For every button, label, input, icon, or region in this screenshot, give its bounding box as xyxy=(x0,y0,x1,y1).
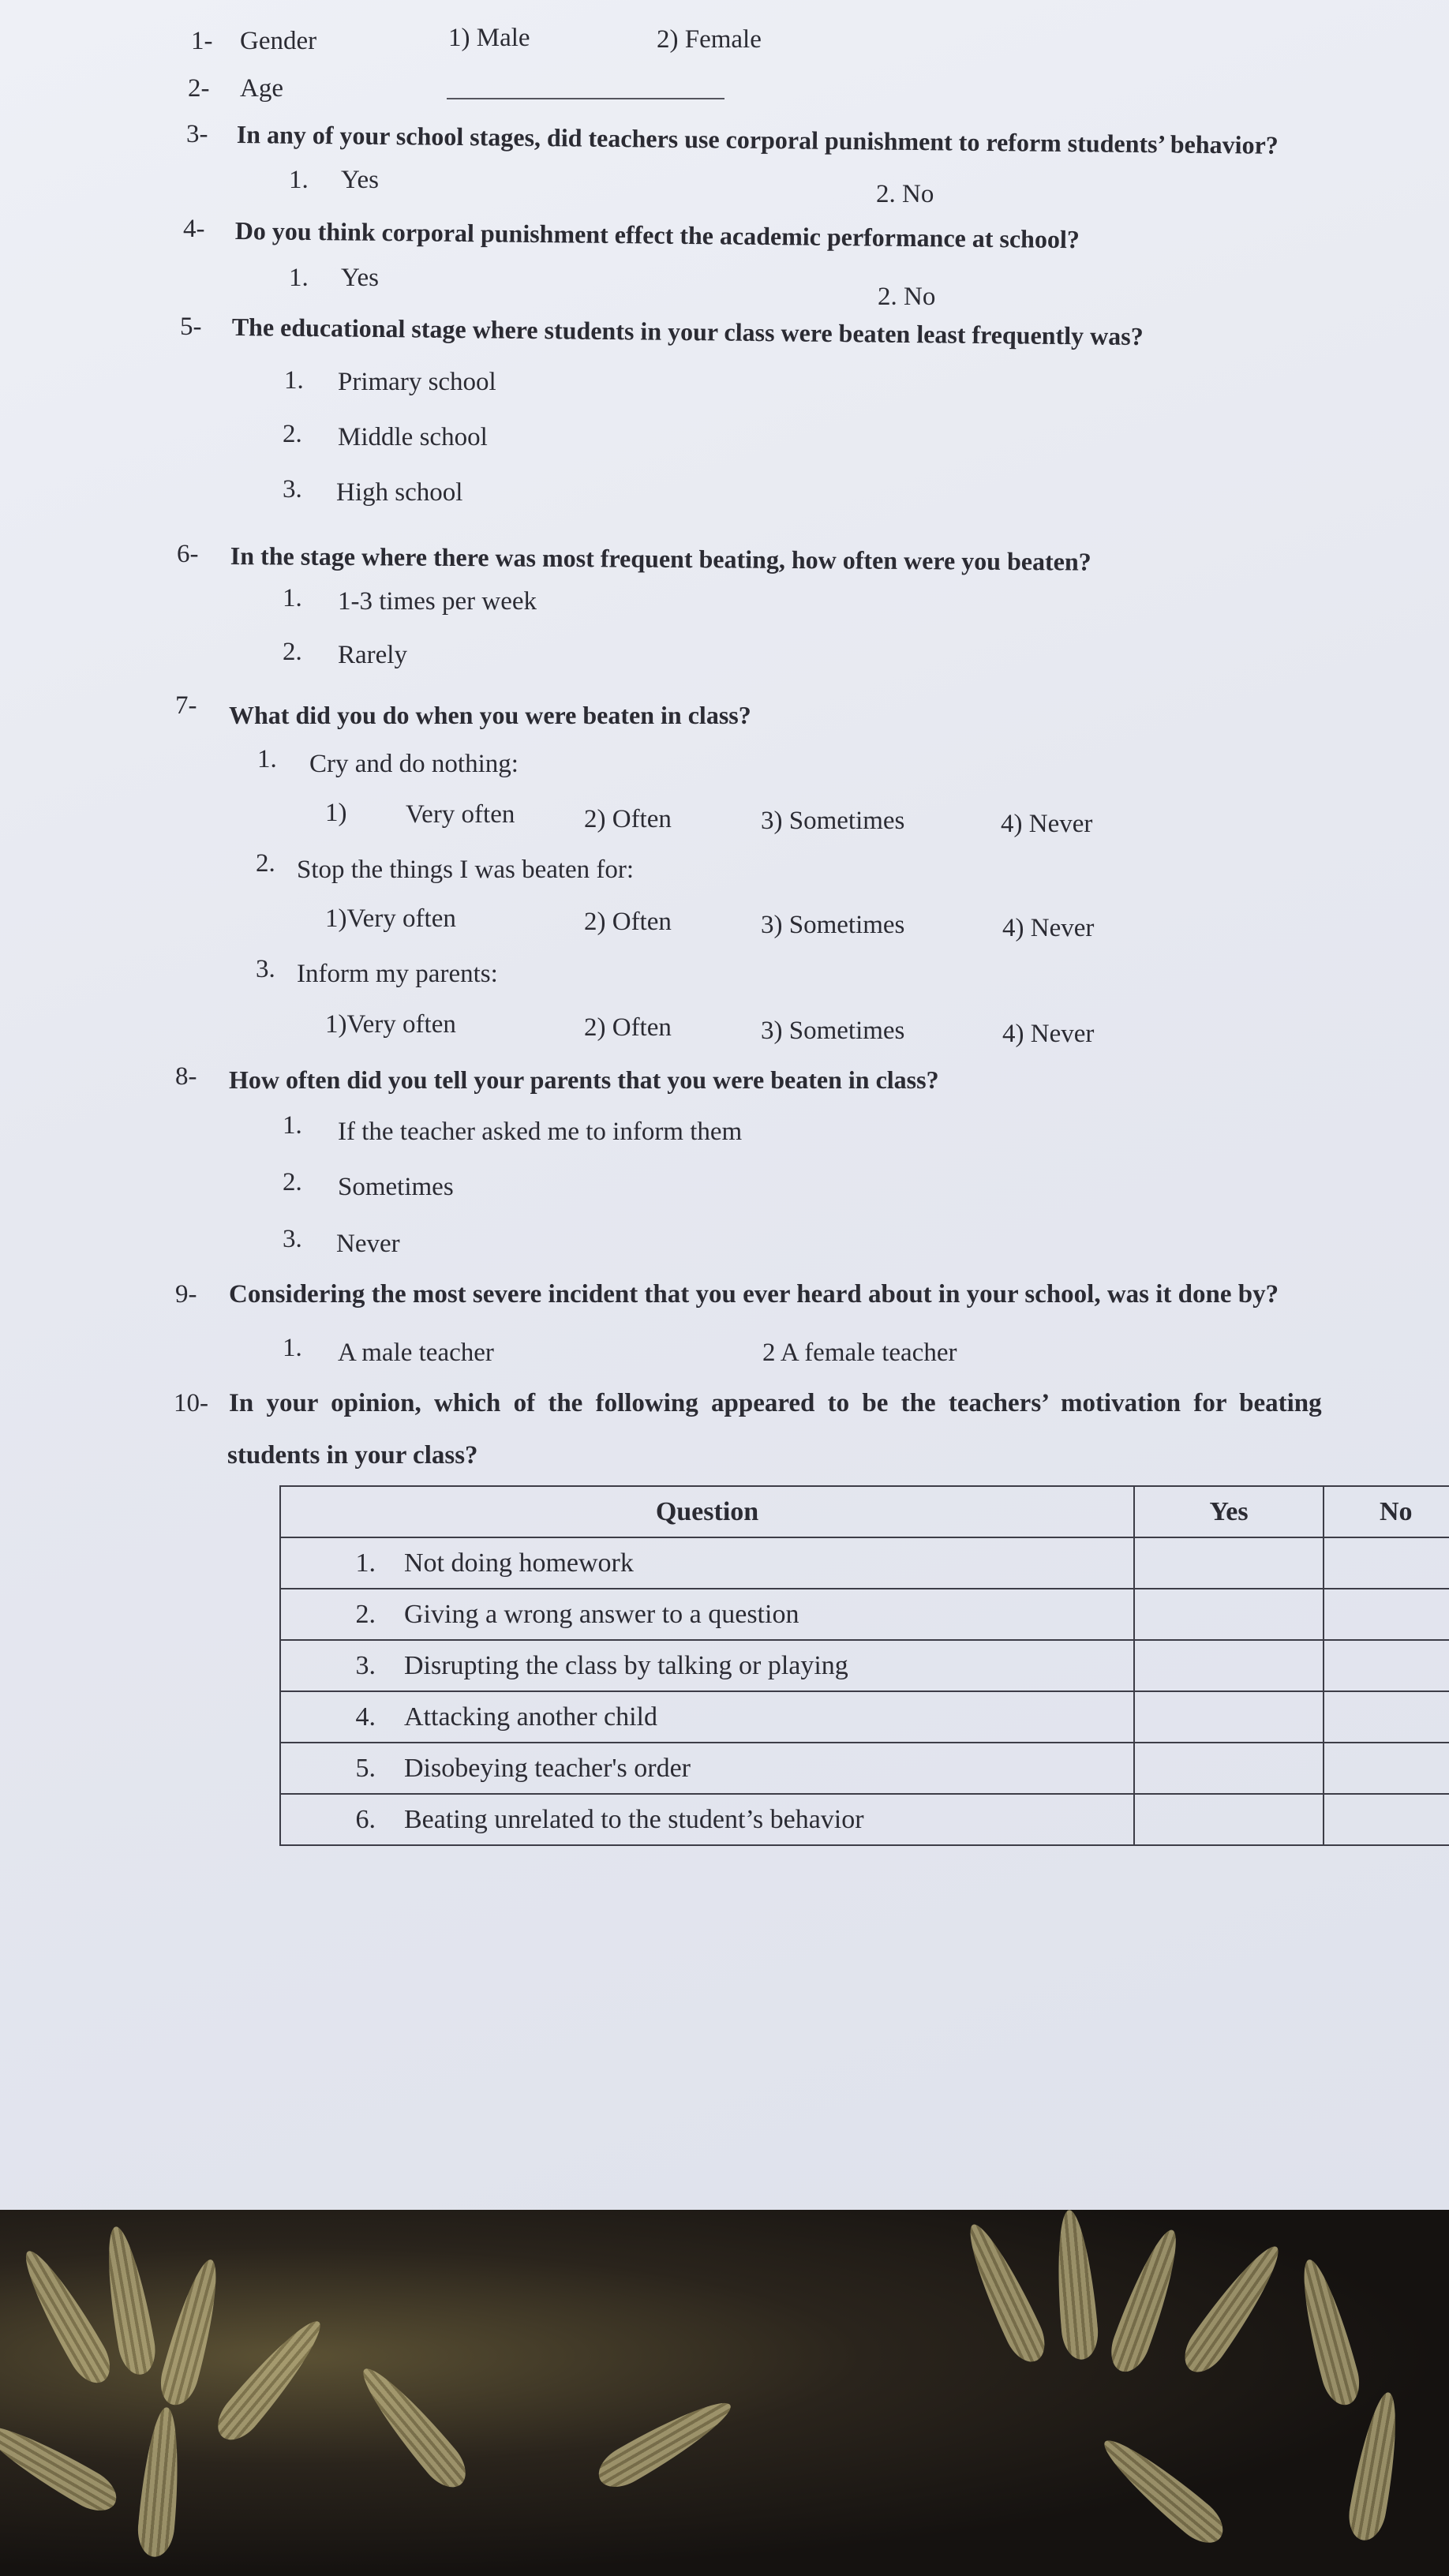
q3-number: 3- xyxy=(186,120,208,148)
row-question xyxy=(280,1589,1134,1640)
q7-item2-often[interactable]: 2) Often xyxy=(584,908,672,936)
q8-option-sometimes[interactable]: Sometimes xyxy=(338,1173,454,1201)
row-yes-cell[interactable] xyxy=(1134,1589,1324,1640)
row-question xyxy=(280,1691,1134,1743)
row-no-cell[interactable] xyxy=(1324,1794,1449,1845)
q4-option-yes[interactable]: Yes xyxy=(341,264,380,292)
q7-item3-never[interactable]: 4) Never xyxy=(1002,1020,1095,1048)
q1-option-male[interactable]: 1) Male xyxy=(448,24,530,52)
q7-text: What did you do when you were beaten in class? xyxy=(229,701,751,729)
q9-text: Considering the most severe incident that you ever heard about in your school, was it done by? xyxy=(229,1280,1279,1309)
q8-option2-number: 2. xyxy=(283,1168,302,1196)
row-number: 6. xyxy=(355,1804,376,1834)
row-question xyxy=(280,1743,1134,1794)
q3-option-yes[interactable]: Yes xyxy=(341,166,380,194)
q10-number: 10- xyxy=(174,1389,208,1417)
row-text: Beating unrelated to the student’s behavior xyxy=(404,1804,864,1834)
q1-label: Gender xyxy=(240,27,317,55)
q7-item1-very-often[interactable]: Very often xyxy=(406,800,515,829)
row-text: Disrupting the class by talking or playing xyxy=(404,1650,848,1680)
q9-option-female-teacher[interactable]: 2 A female teacher xyxy=(762,1339,957,1367)
q8-number: 8- xyxy=(175,1062,197,1091)
row-number: 4. xyxy=(355,1702,376,1732)
q9-option1-number: 1. xyxy=(283,1334,302,1362)
q7-item1-number: 1. xyxy=(257,745,277,773)
q5-number: 5- xyxy=(180,313,202,341)
q7-item1-scale1-number: 1) xyxy=(325,799,347,827)
fabric-leaf xyxy=(1051,2210,1100,2361)
row-no-cell[interactable] xyxy=(1324,1640,1449,1691)
table-row xyxy=(280,1794,1449,1845)
row-question xyxy=(280,1537,1134,1589)
q10-text-line1: In your opinion, which of the following appeared to be the teachers’ motivation for beating xyxy=(229,1389,1322,1417)
q10-text-line2: students in your class? xyxy=(227,1441,478,1470)
table-row xyxy=(280,1691,1449,1743)
fabric-leaf xyxy=(155,2255,229,2409)
q7-item3-very-often[interactable]: 1)Very often xyxy=(325,1010,456,1039)
row-text: Giving a wrong answer to a question xyxy=(404,1599,799,1629)
motivation-table xyxy=(279,1485,1449,1846)
q7-item2-number: 2. xyxy=(256,849,275,878)
row-text: Disobeying teacher's order xyxy=(404,1753,691,1783)
fabric-leaf xyxy=(13,2242,119,2391)
fabric-leaf xyxy=(957,2217,1053,2368)
fabric-leaf xyxy=(136,2406,185,2558)
row-no-cell[interactable] xyxy=(1324,1691,1449,1743)
q5-text: The educational stage where students in your class were beaten least frequently was? xyxy=(231,313,1144,351)
q9-number: 9- xyxy=(175,1280,197,1309)
fabric-leaf xyxy=(350,2357,474,2496)
q2-label: Age xyxy=(240,74,283,103)
table-row xyxy=(280,1589,1449,1640)
row-question xyxy=(280,1794,1134,1845)
background-fabric xyxy=(0,2210,1449,2576)
q8-option1-number: 1. xyxy=(283,1111,302,1140)
row-yes-cell[interactable] xyxy=(1134,1691,1324,1743)
row-yes-cell[interactable] xyxy=(1134,1794,1324,1845)
q6-option2-number: 2. xyxy=(283,638,302,666)
q4-number: 4- xyxy=(183,215,205,243)
row-yes-cell[interactable] xyxy=(1134,1640,1324,1691)
fabric-leaf xyxy=(1345,2389,1406,2543)
row-number: 2. xyxy=(355,1599,376,1629)
q1-number: 1- xyxy=(191,27,213,55)
q6-number: 6- xyxy=(177,540,199,568)
q7-item1-never[interactable]: 4) Never xyxy=(1001,810,1093,838)
q7-item2-sometimes[interactable]: 3) Sometimes xyxy=(761,911,905,939)
q8-text: How often did you tell your parents that you were beaten in class? xyxy=(229,1065,939,1094)
q4-option1-number: 1. xyxy=(289,264,309,292)
q5-option-primary[interactable]: Primary school xyxy=(338,368,496,396)
q2-number: 2- xyxy=(188,74,210,103)
q6-option1-number: 1. xyxy=(283,584,302,612)
q7-item3-often[interactable]: 2) Often xyxy=(584,1013,672,1042)
fabric-leaf xyxy=(1104,2224,1189,2377)
q7-item3-label: Inform my parents: xyxy=(297,960,498,988)
age-answer-line[interactable] xyxy=(447,98,724,99)
row-no-cell[interactable] xyxy=(1324,1589,1449,1640)
q5-option2-number: 2. xyxy=(283,420,302,448)
header-question: Question xyxy=(280,1486,1134,1537)
row-no-cell[interactable] xyxy=(1324,1537,1449,1589)
q3-option-no[interactable]: 2. No xyxy=(876,180,934,208)
q6-option-rarely[interactable]: Rarely xyxy=(338,641,407,669)
q7-item3-sometimes[interactable]: 3) Sometimes xyxy=(761,1017,905,1045)
q4-text: Do you think corporal punishment effect the academic performance at school? xyxy=(234,216,1080,254)
row-text: Not doing homework xyxy=(404,1548,634,1578)
q7-item1-sometimes[interactable]: 3) Sometimes xyxy=(761,807,905,835)
q6-text: In the stage where there was most frequent beating, how often were you beaten? xyxy=(230,541,1091,576)
table-row xyxy=(280,1743,1449,1794)
header-no: No xyxy=(1324,1486,1449,1537)
table-header-row xyxy=(280,1486,1449,1537)
q8-option-never[interactable]: Never xyxy=(336,1230,400,1258)
row-yes-cell[interactable] xyxy=(1134,1743,1324,1794)
q7-item2-never[interactable]: 4) Never xyxy=(1002,914,1095,942)
q8-option-if-asked[interactable]: If the teacher asked me to inform them xyxy=(338,1118,743,1146)
row-no-cell[interactable] xyxy=(1324,1743,1449,1794)
q7-item2-very-often[interactable]: 1)Very often xyxy=(325,904,456,933)
q7-item2-label: Stop the things I was beaten for: xyxy=(297,856,635,884)
q5-option-middle[interactable]: Middle school xyxy=(338,423,488,451)
table-row xyxy=(280,1640,1449,1691)
q5-option-high[interactable]: High school xyxy=(336,478,463,507)
q7-item1-label: Cry and do nothing: xyxy=(309,750,519,778)
table-row xyxy=(280,1537,1449,1589)
fabric-leaf xyxy=(208,2310,332,2448)
q3-text: In any of your school stages, did teachers use corporal punishment to reform students’ behavior? xyxy=(236,120,1279,159)
row-number: 1. xyxy=(355,1548,376,1578)
q5-option3-number: 3. xyxy=(283,475,302,504)
row-question xyxy=(280,1640,1134,1691)
q7-item1-often[interactable]: 2) Often xyxy=(584,805,672,833)
q7-item3-number: 3. xyxy=(256,955,275,983)
fabric-leaf xyxy=(1176,2237,1292,2380)
q1-option-female[interactable]: 2) Female xyxy=(657,25,762,54)
q8-option3-number: 3. xyxy=(283,1225,302,1253)
fabric-leaf xyxy=(1291,2255,1365,2409)
q7-number: 7- xyxy=(175,691,197,720)
fabric-leaf xyxy=(591,2390,739,2496)
header-yes: Yes xyxy=(1134,1486,1324,1537)
row-number: 3. xyxy=(355,1650,376,1680)
row-text: Attacking another child xyxy=(404,1702,658,1732)
q9-option-male-teacher[interactable]: A male teacher xyxy=(338,1339,494,1367)
q4-option-no[interactable]: 2. No xyxy=(878,283,936,311)
q3-option1-number: 1. xyxy=(289,166,309,194)
q6-option-1-3-times[interactable]: 1-3 times per week xyxy=(338,587,537,616)
fabric-leaf xyxy=(1093,2428,1231,2552)
q5-option1-number: 1. xyxy=(284,366,304,395)
fabric-leaf xyxy=(0,2413,124,2520)
row-yes-cell[interactable] xyxy=(1134,1537,1324,1589)
row-number: 5. xyxy=(355,1753,376,1783)
